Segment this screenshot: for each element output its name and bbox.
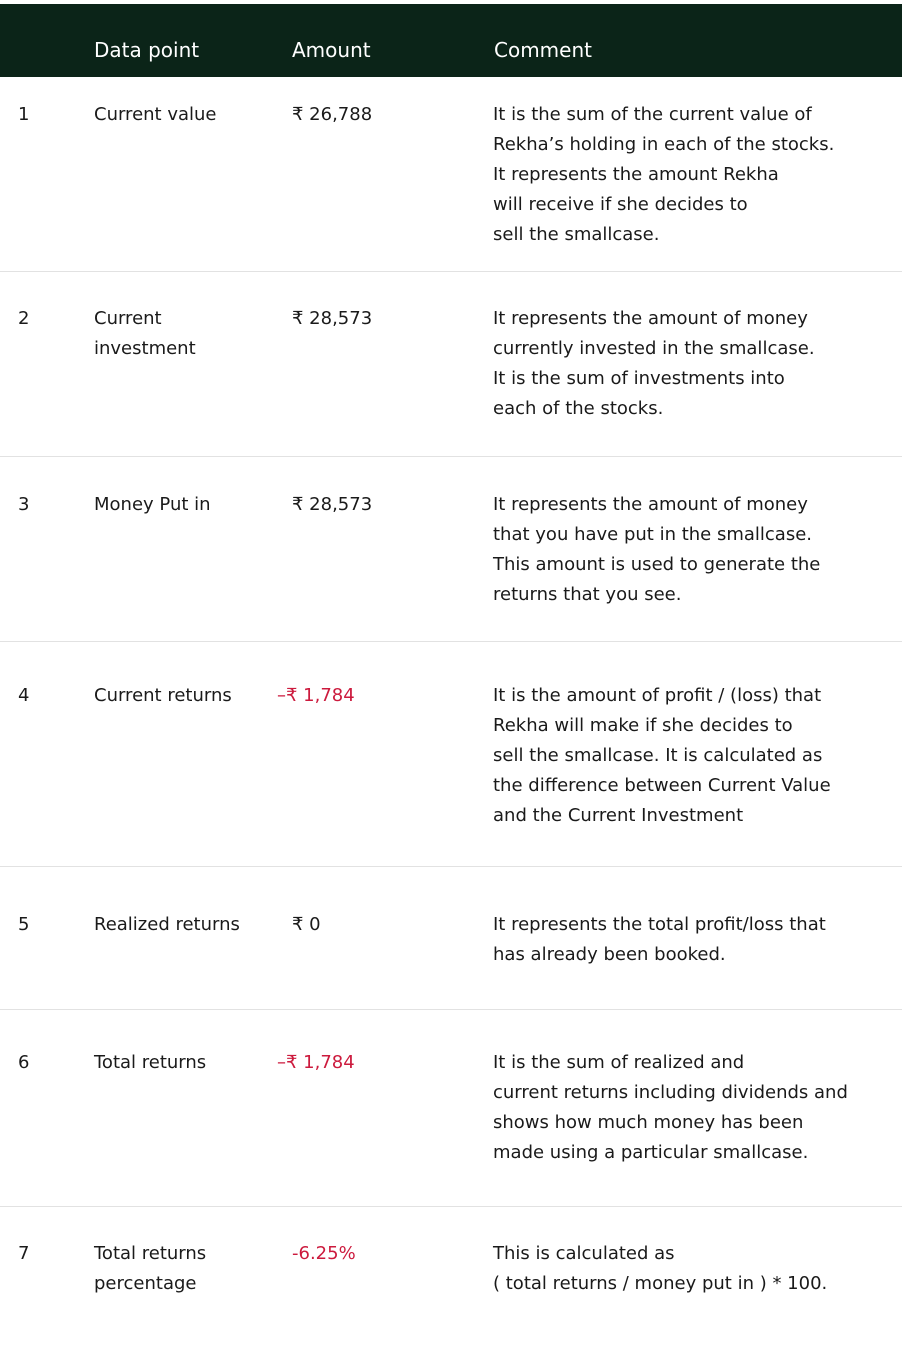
data-point-label: [94, 910, 284, 940]
table-header: [0, 4, 902, 77]
header-data-point: Data point: [94, 38, 200, 62]
comment-line: It is the sum of realized and: [493, 1052, 745, 1073]
comment-line: It is the sum of the current value of: [493, 104, 812, 125]
comment-line: This amount is used to generate the: [493, 554, 821, 575]
row-divider: [0, 271, 902, 272]
comment-line: This is calculated as: [493, 1243, 675, 1264]
row-divider: [0, 456, 902, 457]
row-number: 5: [18, 914, 30, 935]
row-number: 7: [18, 1243, 30, 1264]
comment-line: each of the stocks.: [493, 398, 664, 419]
row-divider: [0, 1206, 902, 1207]
comment-line: current returns including dividends and: [493, 1082, 848, 1103]
amount-value: ₹ 26,788: [292, 104, 373, 125]
amount-value: ₹ 0: [292, 914, 321, 935]
data-point-line: Current: [94, 308, 162, 329]
comment-line: It represents the amount of money: [493, 494, 808, 515]
comment-line: made using a particular smallcase.: [493, 1142, 809, 1163]
data-point-line: Total returns: [94, 1052, 207, 1073]
row-divider: [0, 1009, 902, 1010]
comment-line: It is the sum of investments into: [493, 368, 785, 389]
row-number: 6: [18, 1052, 30, 1073]
data-point-line: Realized returns: [94, 914, 240, 935]
comment-line: the difference between Current Value: [493, 775, 831, 796]
row-number: 1: [18, 104, 30, 125]
comment-line: sell the smallcase.: [493, 224, 660, 245]
comment-text: [493, 100, 893, 250]
comment-line: It represents the total profit/loss that: [493, 914, 826, 935]
comment-text: [493, 910, 893, 970]
row-number: 2: [18, 308, 30, 329]
row-number: 3: [18, 494, 30, 515]
comment-line: currently invested in the smallcase.: [493, 338, 815, 359]
comment-line: returns that you see.: [493, 584, 682, 605]
comment-line: will receive if she decides to: [493, 194, 748, 215]
comment-text: [493, 304, 893, 424]
data-point-line: Current value: [94, 104, 217, 125]
comment-line: Rekha’s holding in each of the stocks.: [493, 134, 835, 155]
header-amount: Amount: [292, 38, 371, 62]
amount-value: ₹ 28,573: [292, 494, 373, 515]
comment-line: that you have put in the smallcase.: [493, 524, 813, 545]
data-point-label: [94, 100, 284, 130]
data-point-line: Money Put in: [94, 494, 211, 515]
row-number: 4: [18, 685, 30, 706]
comment-text: [493, 681, 893, 831]
amount-value-negative: –₹ 1,784: [277, 1052, 355, 1073]
data-point-label: [94, 490, 284, 520]
comment-line: sell the smallcase. It is calculated as: [493, 745, 823, 766]
amount-value-negative: –₹ 1,784: [277, 685, 355, 706]
data-point-line: investment: [94, 338, 196, 359]
comment-line: and the Current Investment: [493, 805, 744, 826]
comment-text: [493, 1048, 893, 1168]
comment-text: [493, 1239, 893, 1299]
comment-line: It represents the amount Rekha: [493, 164, 779, 185]
comment-line: It represents the amount of money: [493, 308, 808, 329]
data-point-label: [94, 304, 284, 364]
data-point-line: Total returns: [94, 1243, 207, 1264]
comment-line: ( total returns / money put in ) * 100.: [493, 1273, 828, 1294]
comment-line: has already been booked.: [493, 944, 726, 965]
data-point-label: [94, 681, 284, 711]
amount-value: ₹ 28,573: [292, 308, 373, 329]
comment-text: [493, 490, 893, 610]
data-point-line: Current returns: [94, 685, 232, 706]
comment-line: It is the amount of profit / (loss) that: [493, 685, 822, 706]
row-divider: [0, 641, 902, 642]
row-divider: [0, 866, 902, 867]
data-point-label: [94, 1239, 284, 1299]
data-point-label: [94, 1048, 284, 1078]
data-point-line: percentage: [94, 1273, 197, 1294]
amount-value-negative: -6.25%: [292, 1243, 356, 1264]
comment-line: shows how much money has been: [493, 1112, 804, 1133]
header-comment: Comment: [494, 38, 592, 62]
comment-line: Rekha will make if she decides to: [493, 715, 793, 736]
